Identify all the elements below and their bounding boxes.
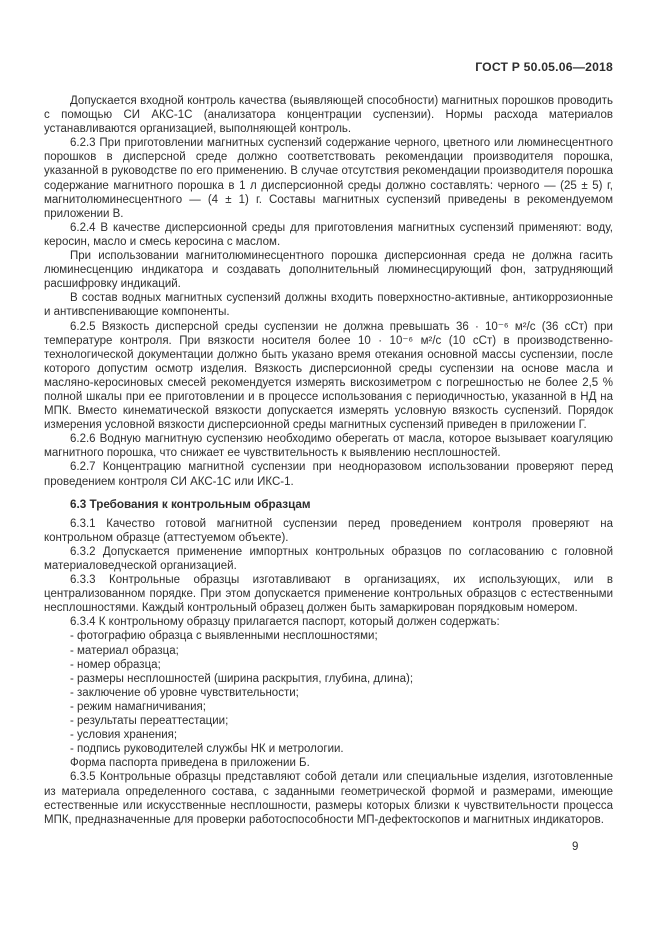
list-item: - подпись руководителей службы НК и метрологии. (70, 743, 344, 756)
paragraph: 6.2.6 Водную магнитную суспензию необходимо оберегать от масла, которое вызывает коагуляцию магнитного порошка, что снижает ее чувствительность к выявлению несплошностей. (44, 433, 613, 460)
page-number: 9 (572, 841, 579, 853)
standard-number-header: ГОСТ Р 50.05.06—2018 (475, 60, 613, 74)
paragraph: 6.3.3 Контрольные образцы изготавливают в организациях, их использующих, или в централизованном порядке. При этом допускается применение контрольных образцов с естественными несплошностями. Каждый контрольный образец должен быть замаркирован порядковым номером. (44, 574, 613, 615)
paragraph: 6.3.1 Качество готовой магнитной суспензии перед проведением контроля проверяют на контрольном образце (аттестуемом объекте). (44, 517, 613, 544)
list-item: - условия хранения; (70, 729, 178, 742)
list-item: - фотографию образца с выявленными несплошностями; (70, 630, 378, 643)
paragraph: 6.2.4 В качестве дисперсионной среды для приготовления магнитных суспензий применяют: воду, керосин, масло и смесь керосина с маслом. (44, 221, 613, 248)
paragraph: 6.3.5 Контрольные образцы представляют собой детали или специальные изделия, изготовленные из материала определенного состава, с заданными геометрической формой и размерами, имеющие естественные или искусственные несплошности, размеры которых близки к чувствительности процесса МПК, предназначенные для проверки работоспособности МП-дефектоскопов и магнитных индикаторов. (44, 771, 613, 826)
paragraph: 6.2.3 При приготовлении магнитных суспензий содержание черного, цветного или люминесцентного порошков в дисперсной среде должно соответствовать рекомендации производителя порошка, указанной в руководстве по его применению. В случае отсутствия рекомендации производителя порошка содержание магнитного порошка в 1 л дисперсионной среды должно составлять: черного — (25 ± 5) г, магнитолюминесцентного — (4 ± 1) г. Составы магнитных суспензий приведены в рекомендуемом приложении В. (44, 137, 613, 220)
paragraph: При использовании магнитолюминесцентного порошка дисперсионная среда не должна гасить люминесценцию индикатора и создавать дополнительный люминесцирующий фон, затрудняющий расшифровку индикаций. (44, 250, 613, 291)
list-item: - режим намагничивания; (70, 700, 206, 713)
list-item: - результаты переаттестации; (70, 715, 229, 728)
paragraph: 6.2.7 Концентрацию магнитной суспензии при неодноразовом использовании проверяют перед проведением контроля СИ АКС-1С или ИКС-1. (44, 461, 613, 488)
list-item: - размеры несплошностей (ширина раскрытия, глубина, длина); (70, 672, 414, 685)
list-item: - заключение об уровне чувствительности; (70, 686, 299, 699)
section-heading: 6.3 Требования к контрольным образцам (70, 497, 311, 511)
list-item: - номер образца; (70, 658, 161, 671)
paragraph: 6.2.5 Вязкость дисперсной среды суспензии не должна превышать 36 · 10⁻⁶ м²/с (36 сСт) при температуре контроля. При вязкости носителя более 10 · 10⁻⁶ м²/с (10 сСт) в производственно-технологической документации должно быть указано время отекания основной массы суспензии, после которого допустим осмотр изделия. Вязкость дисперсионной среды суспензии на основе масла и масляно-керосиновых смесей рекомендуется измерять вискозиметром с погрешностью не более 2,5 % полной шкалы при ее приготовлении и в процессе использования с периодичностью, указанной в НД на МПК. Вместо кинематической вязкости допускается измерять условную вязкость суспензий. Порядок измерения условной вязкости дисперсионной среды магнитных суспензий приведен в приложении Г. (44, 320, 613, 432)
paragraph: 6.3.4 К контрольному образцу прилагается паспорт, который должен содержать: (70, 616, 500, 629)
list-item: - материал образца; (70, 644, 179, 657)
paragraph: В состав водных магнитных суспензий должны входить поверхностно-активные, антикоррозионные и антивспенивающие компоненты. (44, 292, 613, 319)
document-body (44, 94, 613, 827)
paragraph: 6.3.2 Допускается применение импортных контрольных образцов по согласованию с головной материаловедческой организацией. (44, 545, 613, 572)
paragraph: Форма паспорта приведена в приложении Б. (70, 757, 310, 770)
paragraph: Допускается входной контроль качества (выявляющей способности) магнитных порошков проводить с помощью СИ АКС-1С (анализатора концентрации суспензии). Нормы расхода материалов устанавливаются организацией, выполняющей контроль. (44, 95, 613, 136)
